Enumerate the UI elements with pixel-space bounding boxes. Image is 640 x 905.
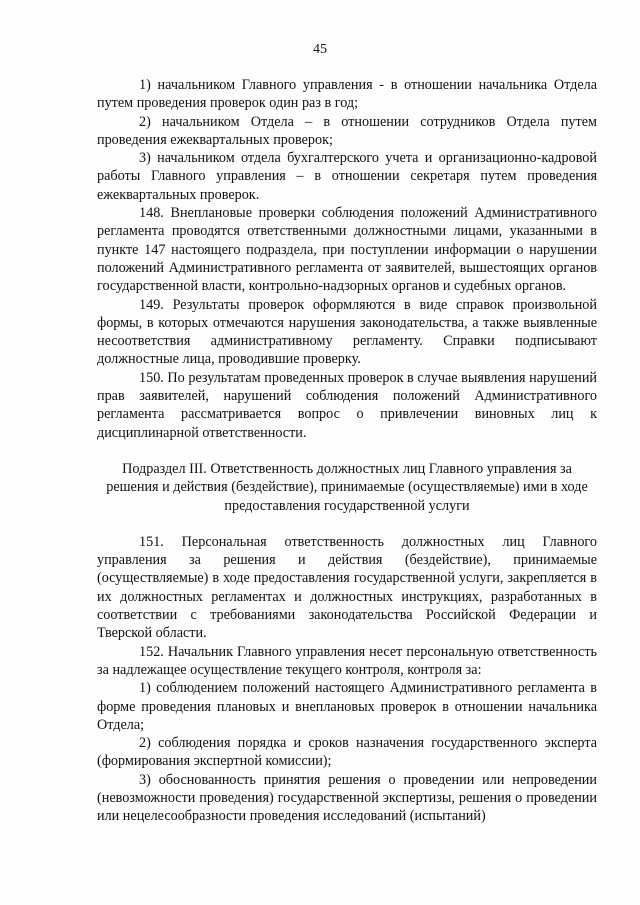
paragraph: 1) соблюдением положений настоящего Административного регламента в форме проведения плановых и внеплановых проверок в отношении начальника Отдела; — [97, 680, 597, 733]
paragraph: 3) начальником отдела бухгалтерского учета и организационно-кадровой работы Главного управления – в отношении секретаря путем проведения ежеквартальных проверок. — [97, 150, 597, 203]
paragraph: 2) соблюдения порядка и сроков назначения государственного эксперта (формирования экспертной комиссии); — [97, 735, 597, 770]
paragraph-152: 152. Начальник Главного управления несет персональную ответственность за надлежащее осуществление текущего контроля, контроля за: — [97, 643, 597, 678]
page-number: 45 — [313, 42, 327, 57]
paragraph: 3) обоснованность принятия решения о проведении или непроведении (невозможности проведения) государственной экспертизы, решения о проведении или нецелесообразности проведения исследований (испытаний) — [97, 771, 597, 825]
paragraph: 1) начальником Главного управления - в отношении начальника Отдела путем проведения проверок один раз в год; — [97, 77, 597, 112]
document-body — [97, 76, 597, 826]
paragraph-151: 151. Персональная ответственность должностных лиц Главного управления за решения и действия (бездействие), принимаемые (осуществляемые) в ходе предоставления государственной услуги, закрепляется в их должностных регламентах и должностных инструкциях, разработанных в соответствии с требованиями законодательства Российской Федерации и Тверской области. — [97, 533, 597, 642]
section-heading: Подраздел III. Ответственность должностных лиц Главного управления за решения и действия (бездействие), принимаемые (осуществляемые) ими в ходе предоставления государственной услуги — [106, 460, 588, 514]
paragraph: 2) начальником Отдела – в отношении сотрудников Отдела путем проведения ежеквартальных проверок; — [97, 113, 597, 148]
paragraph-149: 149. Результаты проверок оформляются в виде справок произвольной формы, в которых отмечаются нарушения законодательства, а также выявленные несоответствия административному регламенту. Справки подписывают должностные лица, проводившие проверку. — [97, 296, 597, 368]
paragraph-148: 148. Внеплановые проверки соблюдения положений Административного регламента проводятся ответственными должностными лицами, указанными в пункте 147 настоящего подраздела, при поступлении информации о нарушении положений Административного регламента от заявителей, вышестоящих органов государственной власти, контрольно-надзорных органов и судебных органов. — [97, 205, 597, 295]
paragraph-150: 150. По результатам проведенных проверок в случае выявления нарушений прав заявителей, нарушений соблюдения положений Административного регламента рассматривается вопрос о привлечении виновных лиц к дисциплинарной ответственности. — [97, 369, 597, 441]
